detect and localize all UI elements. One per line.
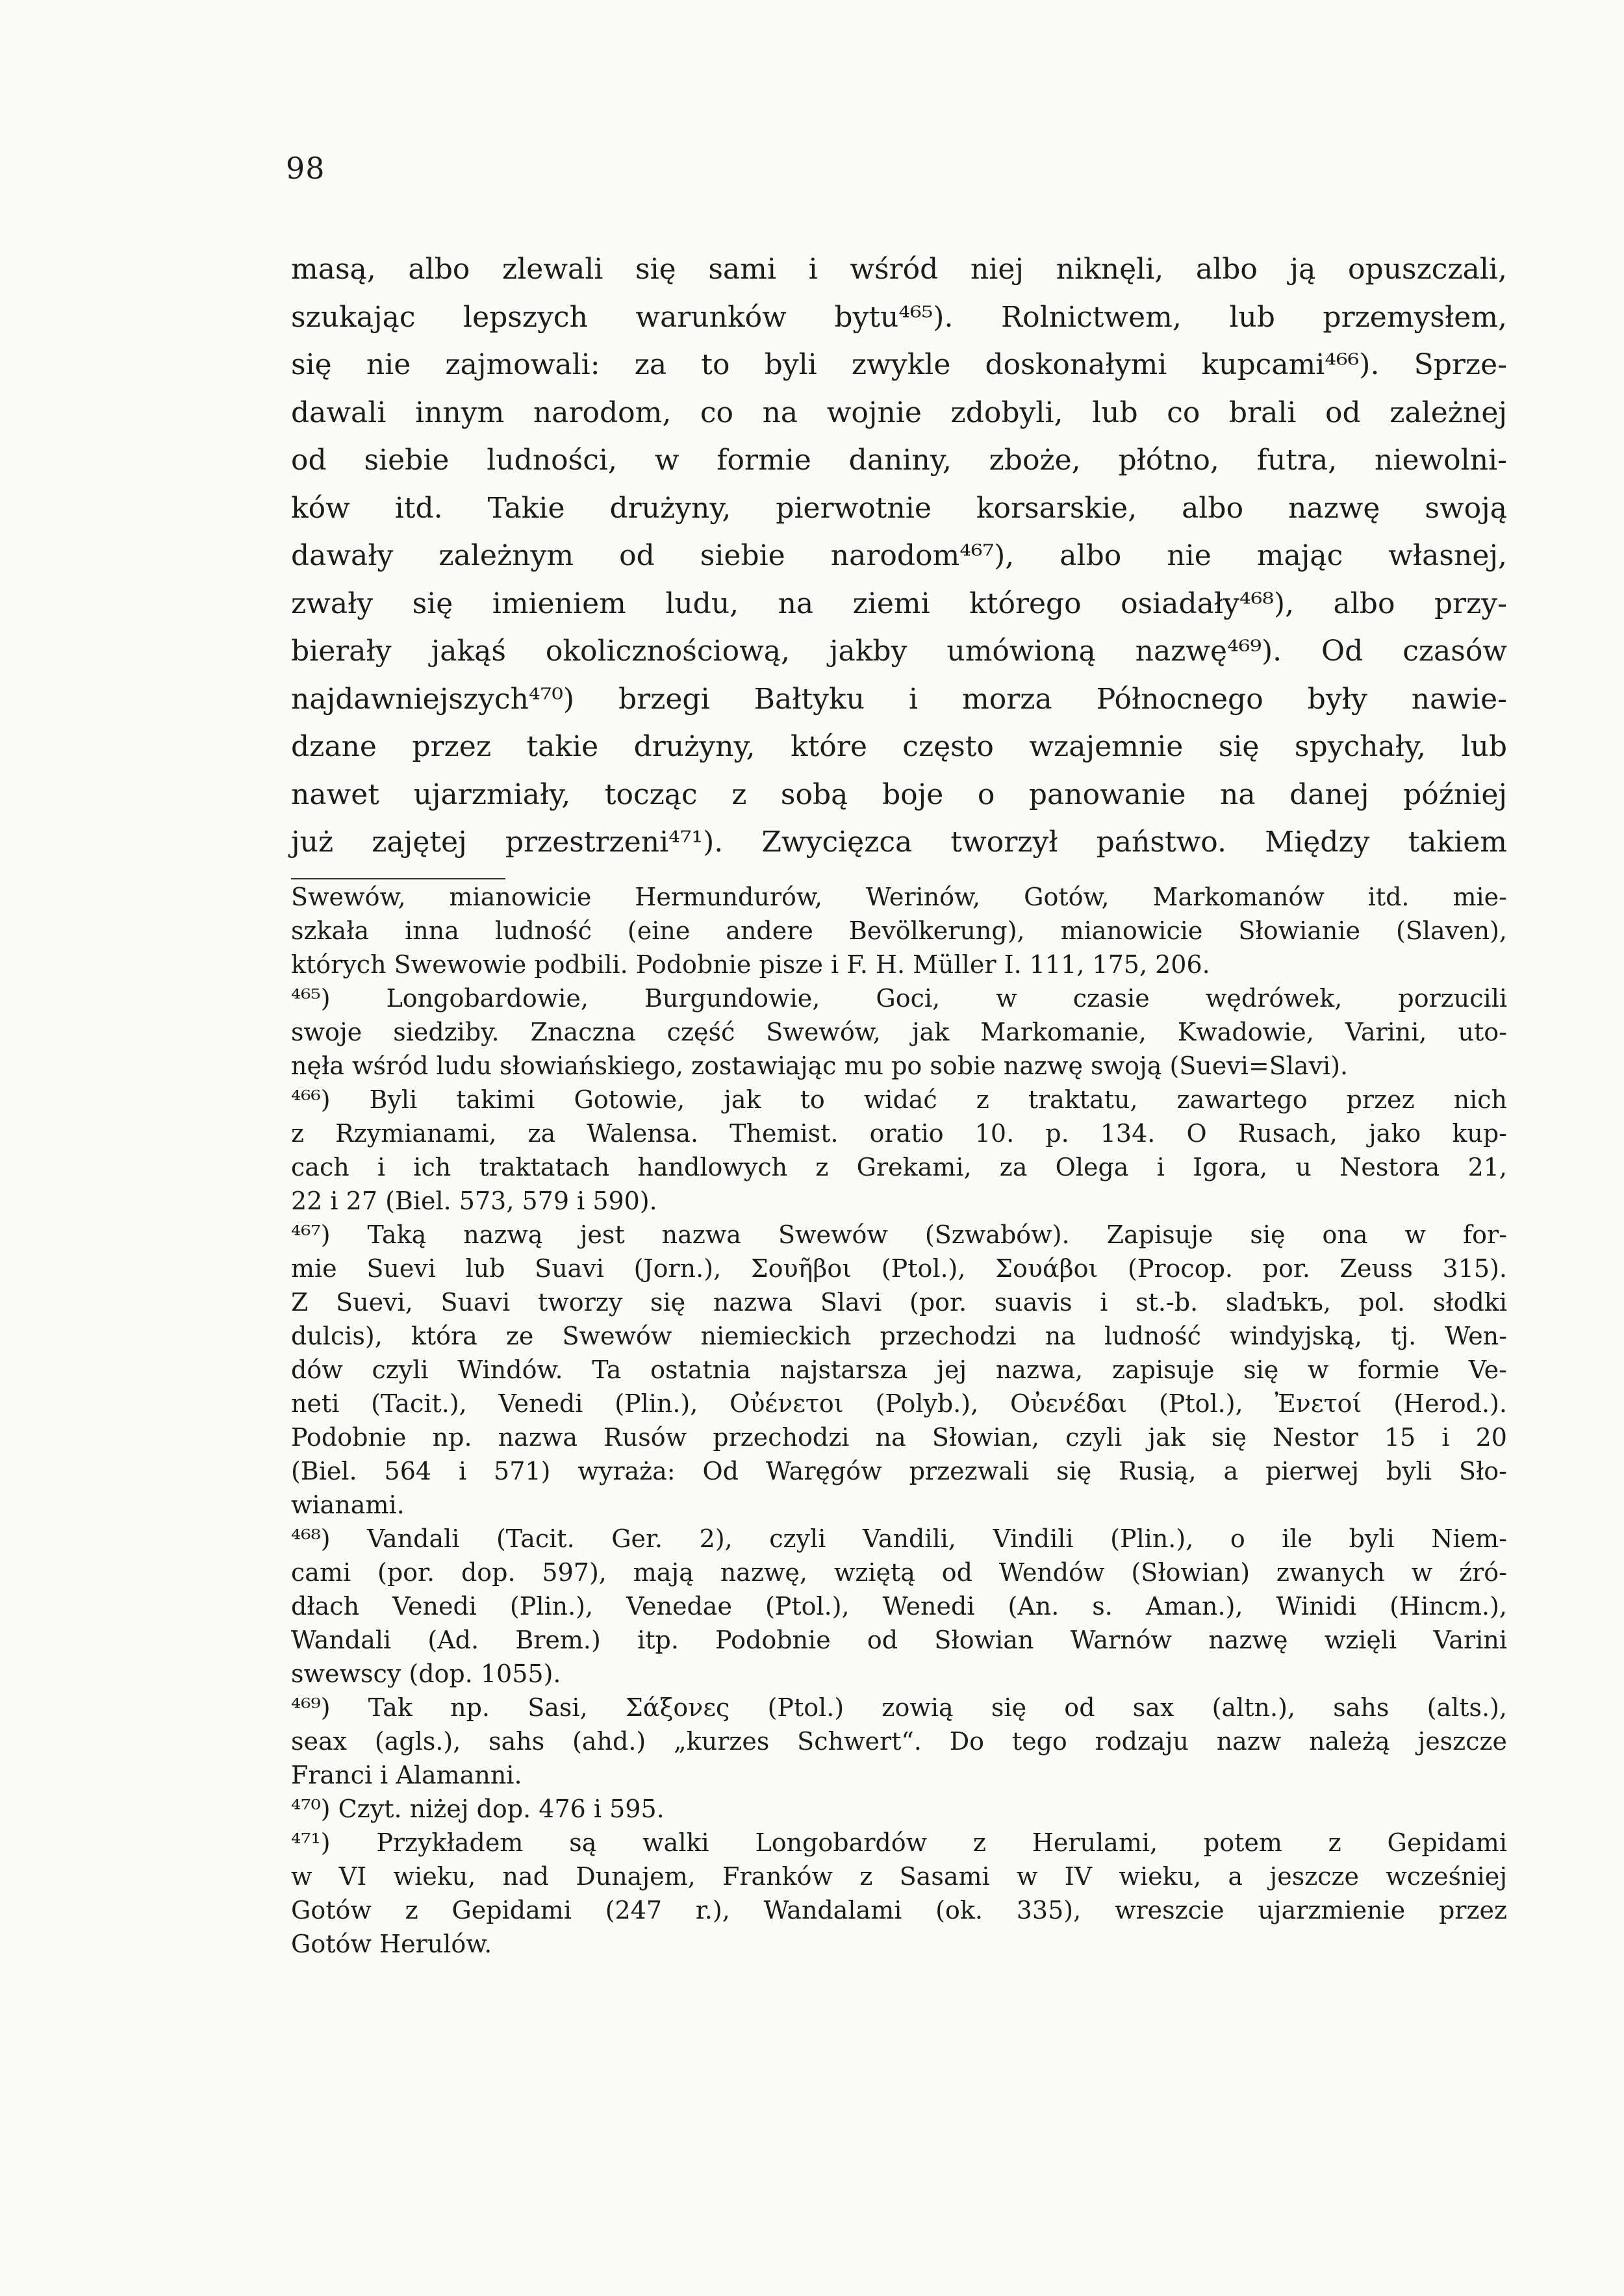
text-line: najdawniejszych⁴⁷⁰) brzegi Bałtyku i morza Północnego były nawie- [291, 682, 1507, 716]
footnote-line: Swewów, mianowicie Hermundurów, Werinów, Gotów, Markomanów itd. mie- [291, 883, 1507, 911]
text-line: od siebie ludności, w formie daniny, zboże, płótno, futra, niewolni- [291, 444, 1507, 477]
text-line: szukając lepszych warunków bytu⁴⁶⁵). Rolnictwem, lub przemysłem, [291, 300, 1507, 334]
footnote-line: 22 i 27 (Biel. 573, 579 i 590). [291, 1187, 657, 1215]
footnote-line: dulcis), która ze Swewów niemieckich przechodzi na ludność windyjską, tj. Wen- [291, 1322, 1507, 1350]
page-number: 98 [286, 151, 325, 186]
footnote-line: ⁴⁷¹) Przykładem są walki Longobardów z Herulami, potem z Gepidami [291, 1828, 1507, 1857]
footnote-line: cach i ich traktatach handlowych z Grekami, za Olega i Igora, u Nestora 21, [291, 1153, 1507, 1181]
footnote-line: których Swewowie podbili. Podobnie pisze i F. H. Müller I. 111, 175, 206. [291, 950, 1210, 979]
footnote-line: ⁴⁷⁰) Czyt. niżej dop. 476 i 595. [291, 1795, 665, 1823]
footnote-line: szkała inna ludność (eine andere Bevölkerung), mianowicie Słowianie (Slaven), [291, 916, 1507, 945]
footnote-line: swewscy (dop. 1055). [291, 1659, 561, 1688]
footnote-line: seax (agls.), sahs (ahd.) „kurzes Schwert“. Do tego rodzaju nazw należą jeszcze [291, 1727, 1507, 1756]
footnote-line: wianami. [291, 1491, 405, 1519]
footnote-line: ⁴⁶⁶) Byli takimi Gotowie, jak to widać z traktatu, zawartego przez nich [291, 1085, 1507, 1114]
text-line: masą, albo zlewali się sami i wśród niej niknęli, albo ją opuszczali, [291, 253, 1507, 286]
text-line: ków itd. Takie drużyny, pierwotnie korsarskie, albo nazwę swoją [291, 491, 1507, 525]
footnote-line: Z Suevi, Suavi tworzy się nazwa Slavi (por. suavis i st.-b. sladъkъ, pol. słodki [291, 1288, 1507, 1317]
footnote-divider [291, 878, 505, 879]
footnote-line: Podobnie np. nazwa Rusów przechodzi na Słowian, czyli jak się Nestor 15 i 20 [291, 1423, 1507, 1452]
main-text [291, 246, 1507, 866]
footnote-line: mie Suevi lub Suavi (Jorn.), Σουῆβοι (Ptol.), Σουάβοι (Procop. por. Zeuss 315). [291, 1254, 1507, 1283]
footnote-line: ⁴⁶⁷) Taką nazwą jest nazwa Swewów (Szwabów). Zapisuje się ona w for- [291, 1220, 1507, 1249]
text-line: bierały jakąś okolicznościową, jakby umówioną nazwę⁴⁶⁹). Od czasów [291, 635, 1507, 668]
text-line: dzane przez takie drużyny, które często wzajemnie się spychały, lub [291, 730, 1507, 763]
footnote-line: neti (Tacit.), Venedi (Plin.), Οὐένετοι (Polyb.), Οὐενέδαι (Ptol.), Ἐνετοί (Herod.). [291, 1389, 1507, 1418]
footnote-line: z Rzymianami, za Walensa. Themist. oratio 10. p. 134. O Rusach, jako kup- [291, 1119, 1507, 1148]
footnote-line: swoje siedziby. Znaczna część Swewów, jak Markomanie, Kwadowie, Varini, uto- [291, 1018, 1507, 1046]
footnote-line: Wandali (Ad. Brem.) itp. Podobnie od Słowian Warnów nazwę wzięli Varini [291, 1626, 1507, 1654]
footnote-line: Franci i Alamanni. [291, 1761, 522, 1789]
text-line: już zajętej przestrzeni⁴⁷¹). Zwycięzca tworzył państwo. Między takiem [291, 826, 1507, 859]
text-line: dawały zależnym od siebie narodom⁴⁶⁷), albo nie mając własnej, [291, 539, 1507, 572]
footnote-line: dów czyli Windów. Ta ostatnia najstarsza jej nazwa, zapisuje się w formie Ve- [291, 1356, 1507, 1384]
footnote-line: Gotów z Gepidami (247 r.), Wandalami (ok. 335), wreszcie ujarzmienie przez [291, 1896, 1507, 1924]
footnote-line: ⁴⁶⁵) Longobardowie, Burgundowie, Goci, w czasie wędrówek, porzucili [291, 984, 1507, 1013]
text-line: zwały się imieniem ludu, na ziemi którego osiadały⁴⁶⁸), albo przy- [291, 587, 1507, 620]
footnote-line: ⁴⁶⁹) Tak np. Sasi, Σάξονες (Ptol.) zowią się od sax (altn.), sahs (alts.), [291, 1693, 1507, 1722]
footnotes [291, 880, 1507, 1961]
text-line: dawali innym narodom, co na wojnie zdobyli, lub co brali od zależnej [291, 396, 1507, 429]
footnote-line: Gotów Herulów. [291, 1930, 492, 1958]
footnote-line: nęła wśród ludu słowiańskiego, zostawiając mu po sobie nazwę swoją (Suevi=Slavi). [291, 1052, 1349, 1080]
footnote-line: w VI wieku, nad Dunajem, Franków z Sasami w IV wieku, a jeszcze wcześniej [291, 1862, 1507, 1891]
footnote-line: ⁴⁶⁸) Vandali (Tacit. Ger. 2), czyli Vandili, Vindili (Plin.), o ile byli Niem- [291, 1524, 1507, 1553]
footnote-line: cami (por. dop. 597), mają nazwę, wziętą od Wendów (Słowian) zwanych w źró- [291, 1558, 1507, 1587]
footnote-line: (Biel. 564 i 571) wyraża: Od Waręgów przezwali się Rusią, a pierwej byli Sło- [291, 1457, 1507, 1485]
footnote-line: dłach Venedi (Plin.), Venedae (Ptol.), Wenedi (An. s. Aman.), Winidi (Hincm.), [291, 1592, 1507, 1621]
text-line: się nie zajmowali: za to byli zwykle doskonałymi kupcami⁴⁶⁶). Sprze- [291, 348, 1507, 381]
text-line: nawet ujarzmiały, tocząc z sobą boje o panowanie na danej później [291, 777, 1507, 811]
